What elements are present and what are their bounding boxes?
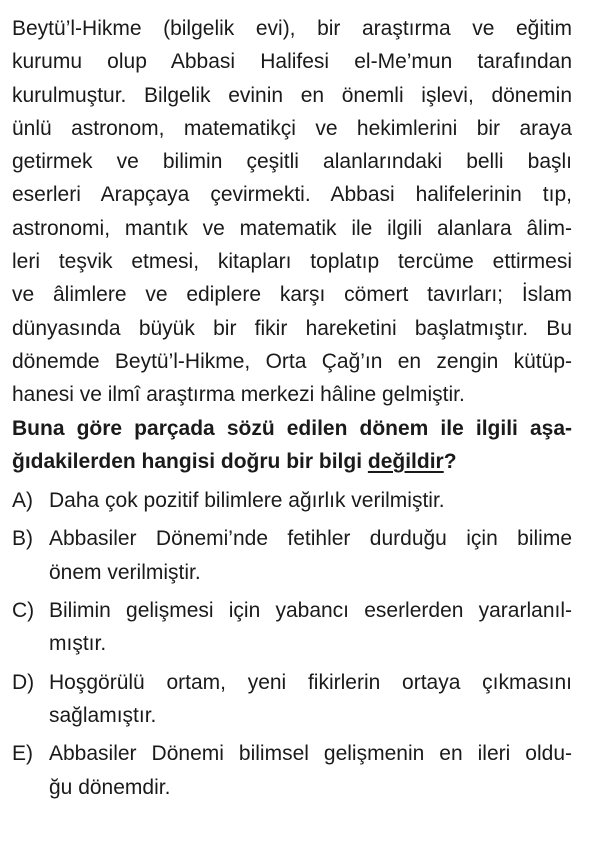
option-c[interactable] <box>12 594 572 661</box>
passage-line: kurulmuştur. Bilgelik evinin en önemli işlevi, dönemin <box>12 83 572 107</box>
passage-line: ünlü astronom, matematikçi ve hekimlerini bir araya <box>12 116 572 140</box>
question-line <box>12 445 572 478</box>
option-text: Bilimin gelişmesi için yabancı eserlerden yararlanıl- <box>49 599 572 623</box>
option-b[interactable] <box>12 522 572 589</box>
option-letter: C) <box>12 599 35 623</box>
passage-line: hanesi ve ilmî araştırma merkezi hâline gelmiştir. <box>12 383 465 407</box>
option-text: Daha çok pozitif bilimlere ağırlık verilmiştir. <box>49 489 445 513</box>
passage-line: getirmek ve bilimin çeşitli alanlarındaki belli başlı <box>12 150 572 174</box>
option-d[interactable] <box>12 666 572 733</box>
passage-line: dünyasında büyük bir fikir hareketini başlatmıştır. Bu <box>12 316 572 340</box>
passage-line: kurumu olup Abbasi Halifesi el-Me’mun tarafından <box>12 50 572 74</box>
passage-line: ve âlimlere ve ediplere karşı cömert tavırları; İslam <box>12 283 572 307</box>
question-text: ğıdakilerden hangisi doğru bir bilgi <box>12 449 368 473</box>
option-letter: E) <box>12 742 33 766</box>
passage-line: eserleri Arapçaya çevirmekti. Abbasi halifelerinin tıp, <box>12 183 572 207</box>
reading-passage <box>12 12 572 412</box>
negation-emphasis: değildir <box>367 449 444 473</box>
option-letter: D) <box>12 670 35 694</box>
option-text: Hoşgörülü ortam, yeni fikirlerin ortaya çıkmasını <box>49 670 572 694</box>
option-a[interactable] <box>12 484 572 517</box>
passage-line: dönemde Beytü’l-Hikme, Orta Çağ’ın en zengin kütüp- <box>12 349 572 373</box>
question-stem <box>12 412 572 479</box>
option-text: ğu dönemdir. <box>49 775 171 799</box>
passage-line: astronomi, mantık ve matematik ile ilgili alanlara âlim- <box>12 216 572 240</box>
option-text: Abbasiler Dönemi bilimsel gelişmenin en ileri oldu- <box>49 742 572 766</box>
option-text: mıştır. <box>49 632 107 656</box>
option-text: Abbasiler Dönemi’nde fetihler durduğu için bilime <box>49 527 572 551</box>
option-e[interactable] <box>12 737 572 804</box>
option-letter: B) <box>12 527 33 551</box>
passage-line: leri teşvik etmesi, kitapları toplatıp tercüme ettirmesi <box>12 250 572 274</box>
question-mark: ? <box>443 449 457 473</box>
option-text: sağlamıştır. <box>49 703 157 727</box>
question-line: Buna göre parçada sözü edilen dönem ile ilgili aşa- <box>12 416 572 440</box>
passage-line: Beytü’l-Hikme (bilgelik evi), bir araştırma ve eğitim <box>12 17 572 40</box>
option-text: önem verilmiştir. <box>49 560 201 584</box>
option-letter: A) <box>12 489 33 513</box>
answer-options <box>12 484 572 804</box>
